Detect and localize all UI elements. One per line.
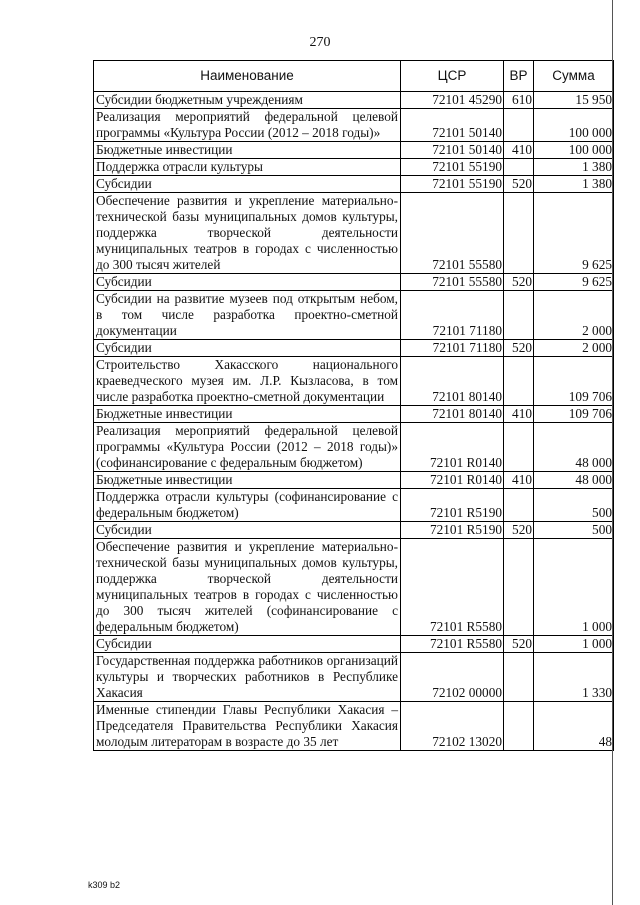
row-sum: 2 000 [534,291,614,340]
table-row [94,522,614,539]
header-code: ЦСР [401,61,504,92]
row-code: 72101 80140 [401,357,504,406]
row-code: 72101 R0140 [401,472,504,489]
row-vr: 410 [504,472,534,489]
table-row [94,92,614,109]
row-sum: 15 950 [534,92,614,109]
row-name: Поддержка отрасли культуры [94,159,401,176]
row-code: 72101 R5580 [401,636,504,653]
row-sum: 48 [534,702,614,751]
row-code: 72101 80140 [401,406,504,423]
table-row [94,472,614,489]
table-row [94,423,614,472]
budget-table [93,60,614,751]
row-code: 72102 00000 [401,653,504,702]
row-name: Субсидии на развитие музеев под открытым небом, в том числе разработка проектно-сметной документации [94,291,401,340]
table-row [94,357,614,406]
row-vr [504,109,534,142]
table-row [94,159,614,176]
page-number: 270 [309,35,331,50]
row-code: 72101 55580 [401,274,504,291]
header-vr: ВР [504,61,534,92]
row-name: Строительство Хакасского национального краеведческого музея им. Л.Р. Кызласова, в том числе разработка проектно-сметной документации [94,357,401,406]
row-code: 72101 55190 [401,176,504,193]
row-sum: 500 [534,522,614,539]
row-vr: 410 [504,142,534,159]
row-code: 72101 55580 [401,193,504,274]
row-code: 72101 50140 [401,142,504,159]
row-code: 72101 R5190 [401,489,504,522]
row-vr [504,539,534,636]
table-row [94,539,614,636]
row-sum: 100 000 [534,142,614,159]
row-vr [504,291,534,340]
row-code: 72101 50140 [401,109,504,142]
row-vr [504,489,534,522]
row-sum: 1 000 [534,636,614,653]
row-vr [504,193,534,274]
scan-edge-line [612,0,613,905]
row-name: Обеспечение развития и укрепление материально-технической базы муниципальных домов культуры, поддержка творческой деятельности муниципальных театров в городах с численностью до 300 тысяч жителей [94,193,401,274]
row-vr [504,423,534,472]
row-sum: 500 [534,489,614,522]
row-name: Бюджетные инвестиции [94,142,401,159]
table-row [94,653,614,702]
row-vr: 520 [504,176,534,193]
row-name: Государственная поддержка работников организаций культуры и творческих работников в Республике Хакасия [94,653,401,702]
row-sum: 48 000 [534,423,614,472]
row-sum: 109 706 [534,406,614,423]
row-vr: 410 [504,406,534,423]
row-vr: 610 [504,92,534,109]
header-sum: Сумма [534,61,614,92]
row-sum: 9 625 [534,193,614,274]
row-sum: 9 625 [534,274,614,291]
table-row [94,193,614,274]
row-sum: 1 000 [534,539,614,636]
table-row [94,142,614,159]
row-vr: 520 [504,340,534,357]
row-name: Реализация мероприятий федеральной целевой программы «Культура России (2012 – 2018 годы)» (софинансирование с федеральным бюджетом) [94,423,401,472]
row-sum: 1 380 [534,176,614,193]
row-name: Именные стипендии Главы Республики Хакасия – Председателя Правительства Республики Хакасия молодым литераторам в возрасте до 35 лет [94,702,401,751]
row-sum: 1 380 [534,159,614,176]
row-sum: 2 000 [534,340,614,357]
table-row [94,636,614,653]
table-row [94,274,614,291]
row-name: Субсидии [94,274,401,291]
row-name: Субсидии [94,636,401,653]
row-code: 72101 R0140 [401,423,504,472]
row-name: Поддержка отрасли культуры (софинансирование с федеральным бюджетом) [94,489,401,522]
table-header-row [94,61,614,92]
row-sum: 100 000 [534,109,614,142]
row-sum: 48 000 [534,472,614,489]
row-code: 72101 71180 [401,340,504,357]
table-row [94,702,614,751]
row-vr: 520 [504,636,534,653]
row-sum: 109 706 [534,357,614,406]
table-row [94,406,614,423]
row-vr [504,159,534,176]
row-vr: 520 [504,274,534,291]
row-code: 72101 R5190 [401,522,504,539]
row-name: Бюджетные инвестиции [94,472,401,489]
table-row [94,291,614,340]
row-sum: 1 330 [534,653,614,702]
row-code: 72102 13020 [401,702,504,751]
table-row [94,340,614,357]
row-name: Субсидии бюджетным учреждениям [94,92,401,109]
row-vr [504,357,534,406]
table-row [94,109,614,142]
row-name: Бюджетные инвестиции [94,406,401,423]
row-vr [504,702,534,751]
header-name: Наименование [94,61,401,92]
row-vr [504,653,534,702]
footer-code: k309 b2 [88,880,121,890]
table-row [94,176,614,193]
row-name: Реализация мероприятий федеральной целевой программы «Культура России (2012 – 2018 годы)» [94,109,401,142]
row-name: Субсидии [94,522,401,539]
row-name: Субсидии [94,176,401,193]
row-code: 72101 71180 [401,291,504,340]
row-name: Обеспечение развития и укрепление материально-технической базы муниципальных домов культуры, поддержка творческой деятельности муниципальных театров в городах с численностью до 300 тысяч жителей (софинансирование с федеральным бюджетом) [94,539,401,636]
row-vr: 520 [504,522,534,539]
table-row [94,489,614,522]
row-code: 72101 55190 [401,159,504,176]
row-name: Субсидии [94,340,401,357]
row-code: 72101 45290 [401,92,504,109]
row-code: 72101 R5580 [401,539,504,636]
